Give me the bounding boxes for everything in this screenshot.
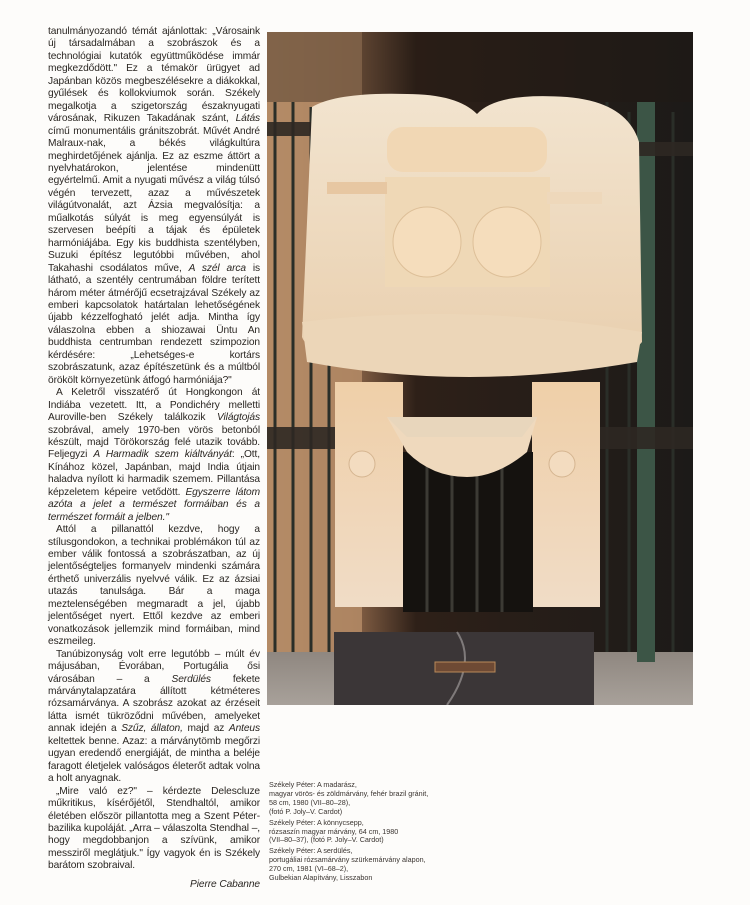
- caption-line: Székely Péter: A madarász,: [269, 780, 357, 789]
- caption-entry: [269, 781, 479, 817]
- article-paragraph: [48, 387, 260, 524]
- caption-line: 270 cm, 1981 (VI–68–2),: [269, 864, 349, 874]
- article-paragraph: [48, 786, 260, 873]
- text-run: keltettek benne. Azaz: a márványtömb megőrzi ugyan eredendő energiáját, de mintha a beléje faragott életjelek valóságos életerőt adtak volna a holt anyagnak.: [48, 735, 260, 785]
- italic-title: A szél arca: [188, 262, 246, 274]
- text-run: tanulmányozandó témát ajánlottak: „Városaink új társadalmában a szobrászok és a technológiai kutatók együttműködése immár megkezdődött." Ez a témakör ürügyet ad Japánban közös megbeszélésekre a diákokkal, gyűlések és kollokviumok során. Székely megalkotja a szigetország északnyugati városának, Rikuzen Takadának szánt,: [48, 26, 260, 125]
- text-run: A Keletről visszatérő út Hongkongon át Indiába vezetett. Itt, a Pondichéry melletti Auroville-ben Székely találkozik: [48, 387, 260, 424]
- sculpture-photo: [267, 32, 693, 705]
- article-paragraph: [48, 649, 260, 786]
- text-run: „Mire való ez?" – kérdezte Delescluze műkritikus, kísérőjétől, Stendhaltól, amikor életében először pillantotta meg a Szent Péter-bazilika kupoláját. „Arra – válaszolta Stendhal –, hogy megdobbanjon a szívünk, amikor messziről meglátjuk." Így vagyok én is Székely barátom szobraival.: [48, 785, 260, 872]
- text-run: Tanúbizonyság volt erre legutóbb – múlt év májusában, Évorában, Portugália ősi városában – a: [48, 648, 260, 685]
- caption-line: (VII–80–37), (fotó P. Joly–V. Cardot): [269, 835, 384, 845]
- caption-line: magyar vörös- és zöldmárvány, fehér brazil gránit,: [269, 788, 429, 798]
- author-signature: Pierre Cabanne: [190, 878, 260, 890]
- photo-captions: [269, 781, 479, 885]
- italic-title: A Harmadik szem kiáltványát: [93, 449, 232, 461]
- article-column: [48, 26, 260, 891]
- text-run: című monumentális gránitszobrát. Művét André Malraux-nak, a békés világkultúra meghirdetőjének ajánlja. Ez az eszme áttört a nyelvhatárokon, jelentése mindenütt egyértelmű. Amit a nyugati művész a világ túlsó végén tervezett, azaz a művészetek világútvonalát, azt Ázsia megvalósítja: a műalkotás súlyát is meg egyensúlyát is szervesen beépíti a tájak és épületek harmóniájába. Egy kis buddhista szentélyben, Suzuki építész legutóbbi művében, ahol Takahashi csodálatos műve,: [48, 125, 260, 274]
- italic-title: Egyszerre látom azóta a jelet a természet formáiban és a természet formáit a jelben.": [48, 486, 260, 523]
- sculpture-image: [267, 32, 693, 705]
- text-run: majd az: [182, 723, 229, 735]
- caption-line: rózsaszín magyar márvány, 64 cm, 1980: [269, 826, 399, 836]
- text-run: fekete márványtalapzatára állított kétméteres rózsamárványa. A szobrász azokat az érzéseit látta ismét tükröződni művében, amelyeket annak idején a: [48, 673, 260, 735]
- article-paragraph: [48, 26, 260, 387]
- caption-line: Székely Péter: A könnycsepp,: [269, 817, 364, 827]
- text-run: is látható, a szentély centrumában földre terített három méter átmérőjű ecsetrajzával Székely az emberi kapcsolatok határtalan lehetőségének újabb kézzelfogható jelét adja. Mintha így válaszolna ebben a shiozawai Üntu An buddhista centrumban rendezett szimpozion kérdésére: „Lehetséges-e kortárs szobrászatunk, azaz építészetünk és a múltból örökölt környezetünk átfogó harmóniája?": [48, 262, 261, 386]
- caption-line: Székely Péter: A serdülés,: [269, 846, 353, 856]
- caption-entry: [269, 847, 479, 883]
- italic-title: Szűz, állaton,: [121, 723, 183, 735]
- text-run: Attól a pillanattól kezdve, hogy a stílusgondokon, a technikai problémákon túl az ember válik fontossá a szobrászatban, az új jelentőségteljes formanyelv mindenki számára érthető univerzális nyelvvé válik. Ez az ázsiai utazás tanulsága. Bár a maga meztelenségében megmaradt a jel, újabb jelentőséget nyert. Ettől kezdve az emberi vonatkozások jellemzik mind formáiban, mind eszmeileg.: [48, 524, 260, 648]
- text-run: : „Ott, Kínához közel, Japánban, majd India útjain haladva nyílott ki harmadik szemem. Pillantása képzeletem képeire vetődött.: [48, 449, 260, 498]
- caption-line: portugáliai rózsamárvány szürkemárvány alapon,: [269, 855, 426, 865]
- italic-title: Serdülés: [171, 673, 211, 685]
- caption-entry: [269, 819, 479, 846]
- italic-title: Látás: [235, 113, 260, 125]
- text-run: szobrával, amely 1970-ben vörös betonból készült, majd Törökország felé utazik tovább. Feljegyzi: [48, 424, 260, 461]
- article-paragraph: [48, 524, 260, 649]
- caption-line: (fotó P. Joly–V. Cardot): [269, 806, 343, 816]
- italic-title: Anteus: [228, 723, 260, 735]
- caption-line: Gulbekian Alapítvány, Lisszabon: [269, 873, 373, 883]
- caption-line: 58 cm, 1980 (VII–80–28),: [269, 797, 351, 807]
- italic-title: Világtojás: [217, 412, 260, 424]
